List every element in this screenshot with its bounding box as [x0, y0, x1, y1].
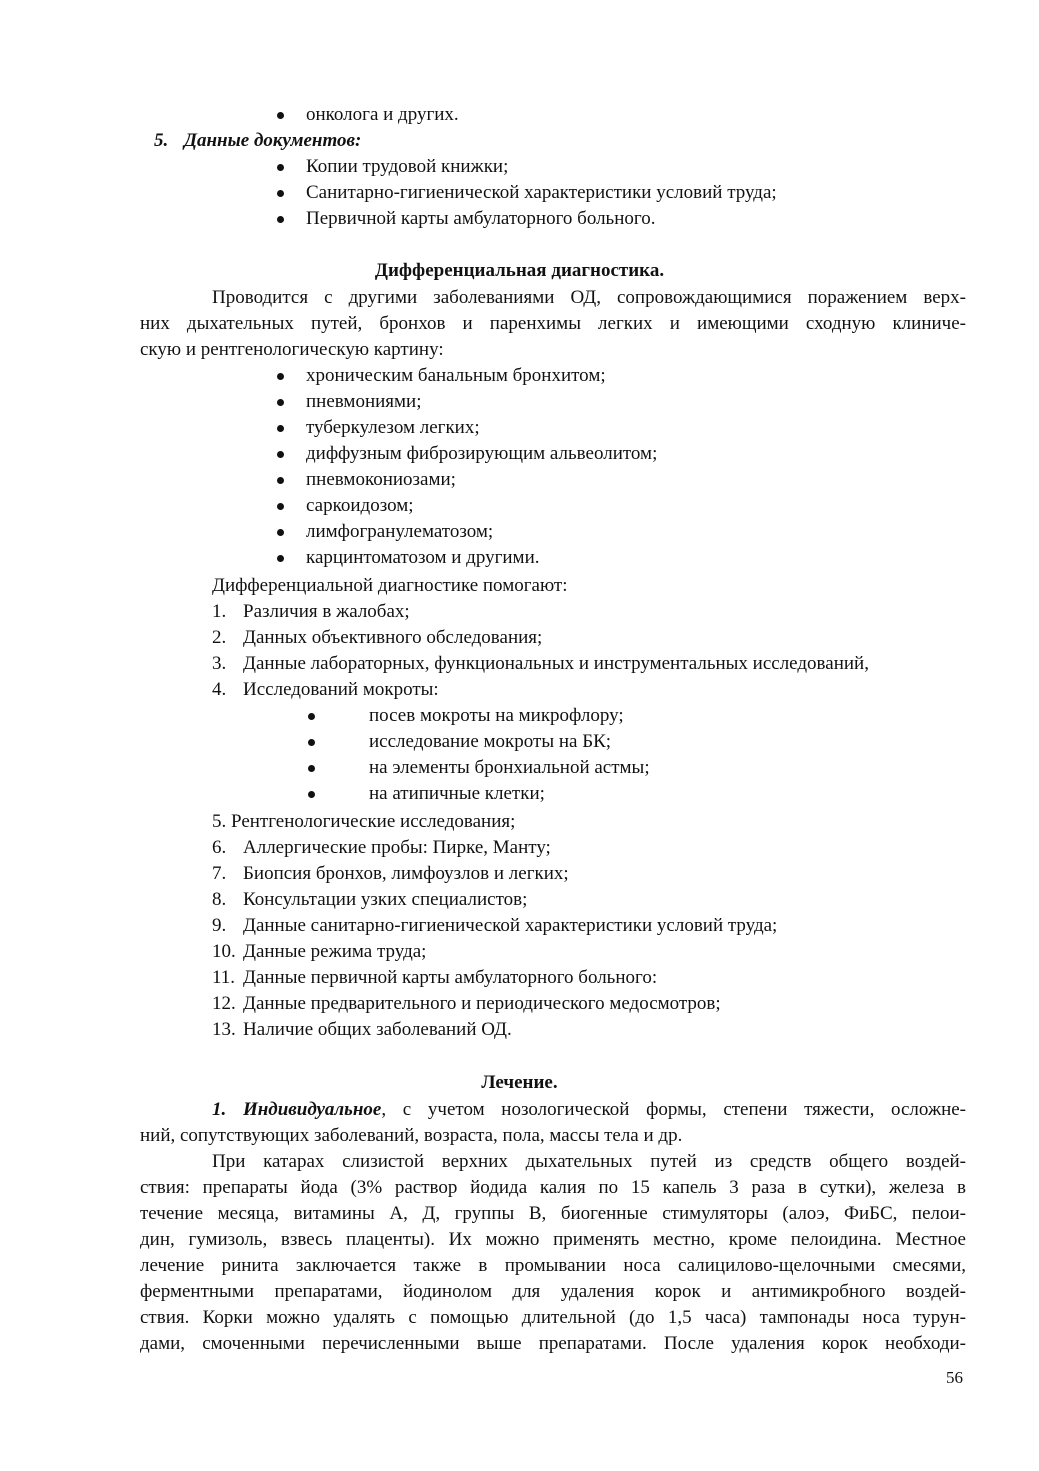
list-item: на атипичные клетки; [369, 783, 545, 804]
bullet-icon [277, 164, 284, 171]
list-item: посев мокроты на микрофлору; [369, 705, 624, 726]
paragraph-line: ствия. Корки можно удалять с помощью длительной (до 1,5 часа) тампонады носа турун- [140, 1307, 966, 1328]
list-item: Различия в жалобах; [243, 601, 410, 622]
bullet-icon [277, 529, 284, 536]
paragraph-line: течение месяца, витамины А, Д, группы В, биогенные стимуляторы (алоэ, ФиБС, пелои- [140, 1203, 966, 1224]
list-item: исследование мокроты на БК; [369, 731, 612, 752]
list-item: Аллергические пробы: Пирке, Манту; [243, 837, 551, 858]
section-title: Данные документов: [184, 130, 362, 151]
bullet-icon [308, 739, 315, 746]
emphasis-text: 1. Индивидуальное [212, 1099, 382, 1120]
bullet-icon [308, 791, 315, 798]
bullet-icon [308, 765, 315, 772]
list-item: Данные первичной карты амбулаторного больного: [243, 967, 658, 988]
list-item: карцинтоматозом и другими. [306, 547, 540, 568]
list-number: 2. [212, 627, 227, 648]
bullet-icon [277, 425, 284, 432]
paragraph-line [212, 1097, 966, 1123]
bullet-icon [277, 555, 284, 562]
bullet-icon [308, 713, 315, 720]
list-item: онколога и других. [306, 104, 459, 125]
list-number: 7. [212, 863, 227, 884]
section-heading: Лечение. [481, 1072, 558, 1093]
list-number: 10. [212, 941, 236, 962]
paragraph-line: дами, смоченными перечисленными выше препаратами. После удаления корок необходи- [140, 1333, 966, 1354]
list-item: Данные предварительного и периодического медосмотров; [243, 993, 721, 1014]
paragraph-line: скую и рентгенологическую картину: [140, 339, 444, 360]
list-item: Первичной карты амбулаторного больного. [306, 208, 656, 229]
list-number: 13. [212, 1019, 236, 1040]
list-item: пневмониями; [306, 391, 422, 412]
bullet-icon [277, 373, 284, 380]
list-item: диффузным фиброзирующим альвеолитом; [306, 443, 658, 464]
paragraph-line: ний, сопутствующих заболеваний, возраста, пола, массы тела и др. [140, 1125, 683, 1146]
list-item: на элементы бронхиальной астмы; [369, 757, 650, 778]
bullet-icon [277, 451, 284, 458]
paragraph-line: дин, гумизоль, взвесь плаценты). Их можно применять местно, кроме пелоидина. Местное [140, 1229, 966, 1250]
list-item: Копии трудовой книжки; [306, 156, 509, 177]
section-heading: Дифференциальная диагностика. [374, 260, 665, 281]
list-item: Данные режима труда; [243, 941, 427, 962]
bullet-icon [277, 399, 284, 406]
list-item: Исследований мокроты: [243, 679, 439, 700]
list-item: Санитарно-гигиенической характеристики условий труда; [306, 182, 777, 203]
list-item: саркоидозом; [306, 495, 414, 516]
paragraph-line: ствия: препараты йода (3% раствор йодида калия по 15 капель 3 раза в сутки), железа в [140, 1177, 966, 1198]
list-item: Наличие общих заболеваний ОД. [243, 1019, 512, 1040]
list-number: 8. [212, 889, 227, 910]
list-item: хроническим банальным бронхитом; [306, 365, 606, 386]
list-item: лимфогранулематозом; [306, 521, 494, 542]
list-number: 12. [212, 993, 236, 1014]
paragraph-text: , с учетом нозологической формы, степени тяжести, осложне- [381, 1099, 966, 1120]
bullet-icon [277, 503, 284, 510]
list-item: 5. Рентгенологические исследования; [212, 811, 516, 832]
list-item: Данных объективного обследования; [243, 627, 543, 648]
bullet-icon [277, 477, 284, 484]
paragraph-line: лечение ринита заключается также в промывании носа салицилово-щелочными смесями, [140, 1255, 966, 1276]
section-number: 5. [154, 130, 169, 151]
paragraph-line: При катарах слизистой верхних дыхательных путей из средств общего воздей- [212, 1151, 966, 1172]
paragraph-line: Проводится с другими заболеваниями ОД, сопровождающимися поражением верх- [212, 287, 966, 308]
paragraph-line: них дыхательных путей, бронхов и паренхимы легких и имеющими сходную клиниче- [140, 313, 966, 334]
paragraph-line: ферментными препаратами, йодинолом для удаления корок и антимикробного воздей- [140, 1281, 966, 1302]
list-item: пневмокониозами; [306, 469, 456, 490]
list-number: 11. [212, 967, 236, 988]
list-number: 9. [212, 915, 227, 936]
bullet-icon [277, 190, 284, 197]
list-number: 1. [212, 601, 227, 622]
list-number: 4. [212, 679, 227, 700]
page-number: 56 [946, 1368, 963, 1387]
list-item: Данные лабораторных, функциональных и инструментальных исследований, [243, 653, 869, 674]
bullet-icon [277, 112, 284, 119]
list-item: Биопсия бронхов, лимфоузлов и легких; [243, 863, 569, 884]
paragraph-line: Дифференциальной диагностике помогают: [212, 575, 568, 596]
list-item: туберкулезом легких; [306, 417, 480, 438]
list-number: 3. [212, 653, 227, 674]
list-item: Данные санитарно-гигиенической характеристики условий труда; [243, 915, 778, 936]
bullet-icon [277, 216, 284, 223]
list-item: Консультации узких специалистов; [243, 889, 528, 910]
list-number: 6. [212, 837, 227, 858]
